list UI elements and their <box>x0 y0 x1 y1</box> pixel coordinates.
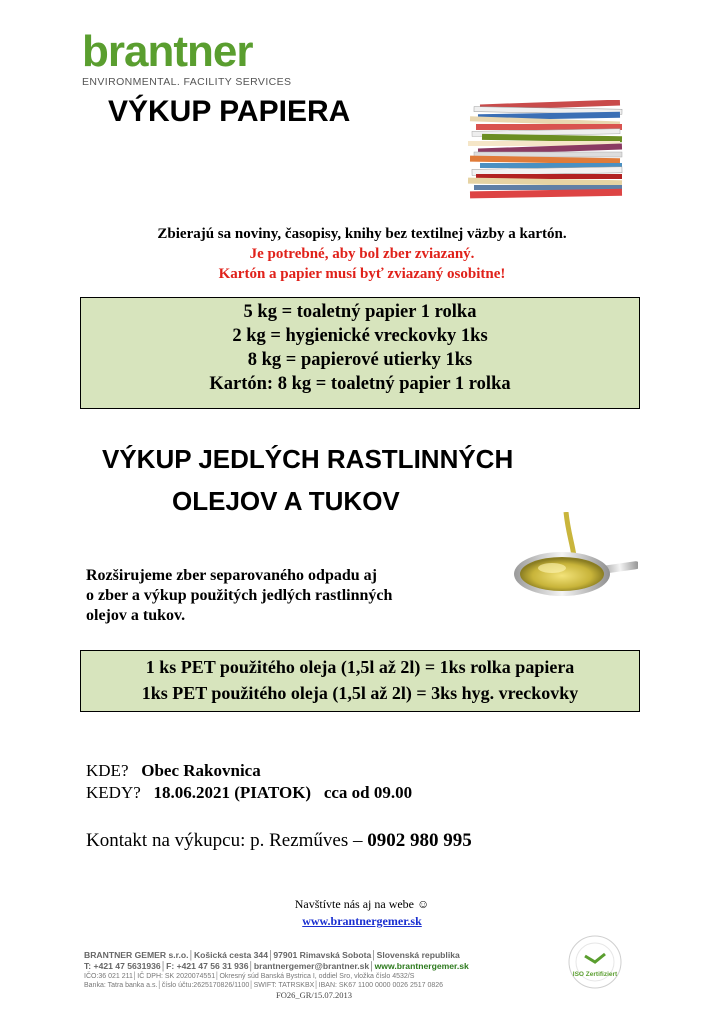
event-details <box>86 760 412 804</box>
oil-paragraph-line-2: o zber a výkup použitých jedlých rastlinných <box>86 587 393 604</box>
paper-rate-1: 5 kg = toaletný papier 1 rolka <box>243 302 477 322</box>
form-code: FO26_GR/15.07.2013 <box>275 990 353 1000</box>
logo-subtitle: ENVIRONMENTAL. FACILITY SERVICES <box>82 76 292 88</box>
where-value: Obec Rakovnica <box>141 761 261 780</box>
iso-badge-text: ISO Zertifiziert <box>572 971 618 978</box>
where-row <box>86 760 412 782</box>
intro-line-2: Je potrebné, aby bol zber zviazaný. <box>249 246 475 262</box>
oil-paragraph-line-3: olejov a tukov. <box>86 607 186 624</box>
footer-contacts: T: +421 47 5631936│F: +421 47 56 31 936│brantnergemer@brantner.sk│ <box>84 961 375 971</box>
intro-line-1: Zbierajú sa noviny, časopisy, knihy bez textilnej väzby a kartón. <box>157 226 567 242</box>
when-label: KEDY? <box>86 783 141 802</box>
brantner-logo <box>82 27 292 88</box>
contact-label: Kontakt na výkupcu: p. Rezműves – <box>86 830 363 851</box>
paper-rate-2: 2 kg = hygienické vreckovky 1ks <box>232 326 488 346</box>
intro-line-3: Kartón a papier musí byť zviazaný osobitne! <box>218 266 506 282</box>
oil-rates-box <box>80 650 640 712</box>
where-label: KDE? <box>86 761 129 780</box>
oil-paragraph-line-1: Rozširujeme zber separovaného odpadu aj <box>86 567 377 584</box>
oil-buyout-title-line2: OLEJOV A TUKOV <box>172 486 400 516</box>
footer-line-4: Banka: Tatra banka a.s.│číslo účtu:2625170826/1100│SWIFT: TATRSKBX│IBAN: SK67 1100 0000 0026 2517 0826 <box>84 982 444 989</box>
oil-rate-2: 1ks PET použitého oleja (1,5l až 2l) = 3ks hyg. vreckovky <box>141 683 579 703</box>
paper-stack-image <box>466 100 632 200</box>
company-footer <box>84 950 544 1001</box>
contact-line <box>86 830 472 852</box>
when-time: cca od 09.00 <box>323 783 413 802</box>
footer-line-2 <box>84 961 544 972</box>
paper-rate-3: 8 kg = papierové utierky 1ks <box>247 350 473 370</box>
oil-paragraph <box>86 566 486 626</box>
oil-rate-1: 1 ks PET použitého oleja (1,5l až 2l) = 1ks rolka papiera <box>145 657 575 677</box>
oil-spoon-image <box>496 512 638 604</box>
footer-line-1: BRANTNER GEMER s.r.o.│Košická cesta 344│97901 Rimavská Sobota│Slovenská republika <box>84 950 460 960</box>
visit-text: Navštívte nás aj na webe ☺ <box>294 897 430 911</box>
logo-wordmark: brantner <box>82 27 253 76</box>
visit-block <box>0 896 724 930</box>
footer-line-3: IČO:36 021 211│IČ DPH: SK 2020074551│Okresný súd Banská Bystrica I, oddiel Sro, vložka číslo 4532/S <box>84 973 415 980</box>
website-link[interactable]: www.brantnergemer.sk <box>302 914 422 928</box>
when-row <box>86 782 412 804</box>
contact-phone: 0902 980 995 <box>367 830 472 851</box>
paper-rate-4: Kartón: 8 kg = toaletný papier 1 rolka <box>209 374 511 394</box>
iso-certified-badge <box>567 934 623 990</box>
paper-intro <box>0 224 724 284</box>
paper-buyout-title: VÝKUP PAPIERA <box>108 95 351 128</box>
footer-web-link[interactable]: www.brantnergemer.sk <box>374 961 469 971</box>
when-value: 18.06.2021 (PIATOK) <box>153 783 312 802</box>
oil-buyout-title-line1: VÝKUP JEDLÝCH RASTLINNÝCH <box>102 444 514 474</box>
paper-rates-box <box>80 297 640 409</box>
